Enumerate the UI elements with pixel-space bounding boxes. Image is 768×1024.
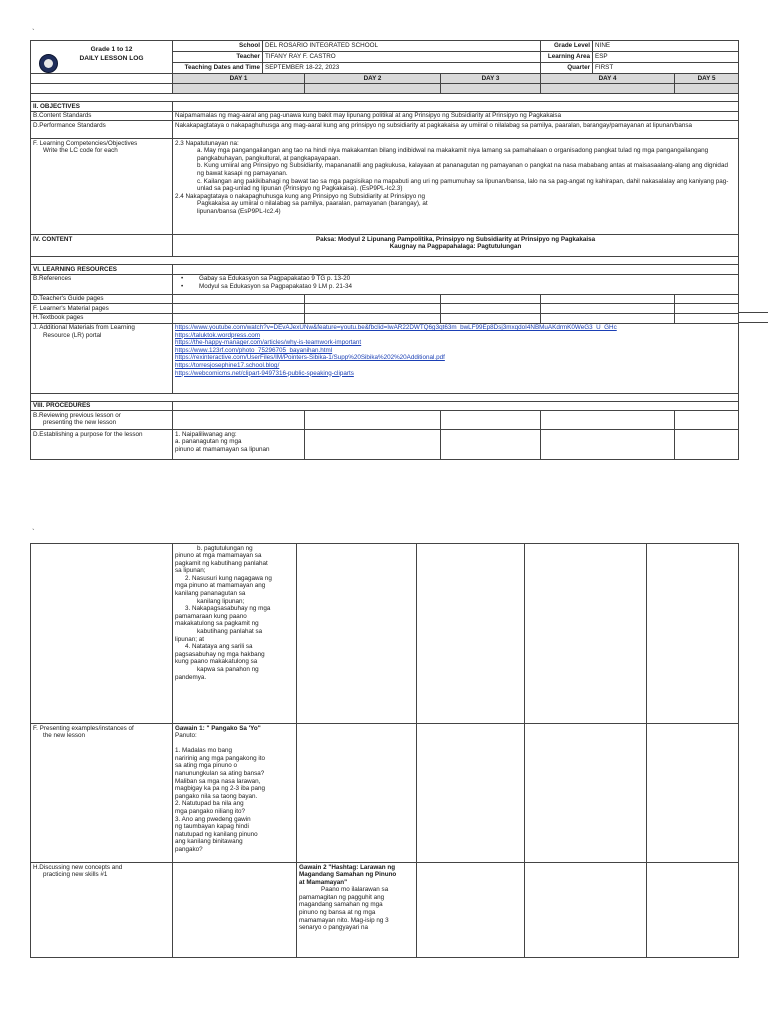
- establishing-purpose-day1-continued: b. pagtutulungan ng pinuno at mga mamamayan sa pagkamit ng kabutihang panlahat sa lipunan; 2. Nasusuri kung nagagawa ng mga pinuno at mamamayan ang kanilang pananagutan sa kanilang lipunan; 3. Nakapagsasabuhay ng mga pamamaraan kung paano makakatulong sa pagkamit ng kabutihang panlahat sa lipunan; at 4. Natataya ang sarili sa pagsasabuhay ng mga hakbang kung paano makakatulong sa kapwa sa panahon ng pandemya.: [173, 544, 297, 724]
- stray-line: [738, 312, 768, 313]
- day-5-header: DAY 5: [675, 74, 739, 84]
- corner-mark: `: [32, 28, 35, 37]
- corner-mark: `: [32, 528, 35, 537]
- day-2-header: DAY 2: [305, 74, 441, 84]
- resource-link[interactable]: https://torresjosephine17.school.blog/: [175, 362, 280, 370]
- discussing-concepts-label: H.Discussing new concepts and practicing new skills #1: [31, 863, 173, 958]
- resource-link[interactable]: https://taluktok.wordpress.com: [175, 331, 261, 339]
- establishing-purpose-label: D.Establishing a purpose for the lesson: [31, 430, 173, 460]
- teaching-dates-value: SEPTEMBER 18-22, 2023: [263, 63, 541, 74]
- title-line1: Grade 1 to 12: [90, 45, 133, 53]
- procedures-heading: VIII. PROCEDURES: [31, 401, 173, 411]
- presenting-examples-label: F. Presenting examples/instances of the new lesson: [31, 724, 173, 863]
- school-label: School: [173, 41, 263, 52]
- learning-competencies-label: F. Learning Competencies/Objectives Write the LC code for each: [31, 139, 173, 235]
- teacher-label: Teacher: [173, 52, 263, 63]
- textbook-pages-label: H.Textbook pages: [31, 313, 173, 323]
- references-label: B.References: [31, 274, 173, 294]
- resource-link[interactable]: https://webcomicms.net/clipart-9497316-public-speaking-cliparts: [175, 369, 354, 377]
- day-header-blank: [31, 74, 173, 84]
- grade-level-value: NINE: [593, 41, 739, 52]
- day-4-header: DAY 4: [541, 74, 675, 84]
- resource-link[interactable]: https://www.youtube.com/watch?v=DEvAJexUNw&feature=youtu.be&fbclid=IwAR22DWTQ6g3qt63m_bwLF99Ep8Dsj3mxqdoI4NBMuAKdrmK0WeG3_U_GHc: [175, 324, 617, 332]
- school-value: DEL ROSARIO INTEGRATED SCHOOL: [263, 41, 541, 52]
- quarter-value: FIRST: [593, 63, 739, 74]
- content-heading: IV. CONTENT: [31, 235, 173, 257]
- reference-item: • Gabay sa Edukasyon sa Pagpapakatao 9 TG p. 13-20: [175, 275, 736, 283]
- objectives-heading: II. OBJECTIVES: [31, 102, 173, 112]
- stray-line: [738, 322, 768, 323]
- learning-resources-heading: VI. LEARNING RESOURCES: [31, 265, 173, 275]
- daily-lesson-log-table: [30, 40, 739, 460]
- resource-link[interactable]: https://www.123rf.com/photo_75296705_bayanihan.html: [175, 346, 333, 354]
- learning-competencies-value: 2.3 Napatutunayan na: a. May mga pangangailangan ang tao na hindi niya makakamtan bilang indibidwal na makakamit niya lamang sa pamahalaan o organisadong pangkat tulad ng mga pangangailangang pangkabuhayan, pangkultural, at pangkapayapaan. b. Kung umiiral ang Prinsipyo ng Subsidiarity, mapananatili ang pagkukusa, kalayaan at pananagutan ng pamayanan o pangkat na nasa mababang antas at maisasaalang-alang ang dignidad ng bawat kasapi ng pamayanan. c. Kailangan ang pakikibahagi ng bawat tao sa mga pagsisikap na mapabuti ang uri ng pamumuhay sa lipunan/bansa, lalo na sa pag-angat ng kahirapan, dahil nakasalalay ang kaniyang pag-unlad sa pag-unlad ng lipunan (Prinsipyo ng Pagkakaisa). (EsP9PL-Ic2.3) 2.4 Nakapagtataya o nakapaghuhusga kung ang Prinsipyo ng Subsidiarity at Prinsipyo ng Pagkakaisa ay umiiral o nilalabag sa pamilya, paaralan, pamayanan (barangay), at lipunan/bansa (EsP9PL-Ic2.4): [173, 139, 739, 235]
- dll-header-title: [31, 41, 173, 74]
- reference-item: • Modyul sa Edukasyon sa Pagpapakatao 9 LM p. 21-34: [175, 283, 736, 291]
- additional-materials-label: J. Additional Materials from Learning Resource (LR) portal: [31, 323, 173, 393]
- teachers-guide-label: D.Teacher's Guide pages: [31, 294, 173, 304]
- establishing-purpose-day1: 1. Naipaliliwanag ang: a. pananagutan ng mga pinuno at mamamayan sa lipunan: [173, 430, 305, 460]
- learners-material-label: F. Learner's Material pages: [31, 304, 173, 314]
- presenting-examples-day1: Gawain 1: " Pangako Sa 'Yo" Panuto: 1. Madalas mo bang naririnig ang mga pangakong ito sa ating mga pinuno o nanunungkulan sa ating bansa? Maliban sa mga nasa larawan, magbigay ka pa ng 2-3 iba pang pangako nila sa taong bayan. 2. Natutupad ba nila ang mga pangako niliang ito? 3. Ano ang pwedeng gawin ng taumbayan kapag hindi natutupad ng kanilang pinuno ang kanilang binitawang pangako?: [173, 724, 297, 863]
- reviewing-label: B.Reviewing previous lesson or presenting the new lesson: [31, 411, 173, 430]
- content-standards-value: Naipamamalas ng mag-aaral ang pag-unawa kung bakit may lipunang politikal at ang Prinsipyo ng Subsidiarity at Prinsipyo ng Pagkakaisa: [173, 111, 739, 121]
- resource-link[interactable]: https://rexinteractive.com/UserFiles/IM/Pointers-Sibika-1/Supp%20Sibika%202%20Additional.pdf: [175, 354, 445, 362]
- resource-link[interactable]: https://the-happy-manager.com/articles/why-is-teamwork-important: [175, 339, 362, 347]
- day-1-header: DAY 1: [173, 74, 305, 84]
- title-line2: DAILY LESSON LOG: [79, 54, 144, 62]
- grade-level-label: Grade Level: [541, 41, 593, 52]
- discussing-concepts-day2: Gawain 2 "Hashtag: Larawan ng Magandang Samahan ng Pinuno at Mamamayan" Paano mo ilalarawan sa pamamagitan ng pagguhit ang magandang samahan ng mga pinuno ng bansa at ng mga mamamayan nito. Mag-isip ng 3 senaryo o pangyayari na: [297, 863, 417, 958]
- performance-standards-value: Nakakapagtataya o nakapaghuhusga ang mag-aaral kung ang prinsipyo ng subsidiarity at pagkakaisa ay umiiral o nilalabag sa pamilya, paaralan, barangay/pamayanan at lipunan/bansa: [173, 121, 739, 139]
- references-value: [173, 274, 739, 294]
- learning-area-value: ESP: [593, 52, 739, 63]
- additional-materials-links: [173, 323, 739, 393]
- learning-area-label: Learning Area: [541, 52, 593, 63]
- daily-lesson-log-table-continued: [30, 543, 739, 958]
- content-standards-label: B.Content Standards: [31, 111, 173, 121]
- quarter-label: Quarter: [541, 63, 593, 74]
- teaching-dates-label: Teaching Dates and Time: [173, 63, 263, 74]
- performance-standards-label: D.Performance Standards: [31, 121, 173, 139]
- deped-seal-icon: [39, 54, 58, 73]
- day-3-header: DAY 3: [441, 74, 541, 84]
- content-value: Paksa: Modyul 2 Lipunang Pampolitika, Prinsipyo ng Subsidiarity at Prinsipyo ng Pagkakaisa Kaugnay na Pagpapahalaga: Pagtutulungan: [173, 235, 739, 257]
- teacher-value: TIFANY RAY F. CASTRO: [263, 52, 541, 63]
- blank-cell: [31, 84, 173, 94]
